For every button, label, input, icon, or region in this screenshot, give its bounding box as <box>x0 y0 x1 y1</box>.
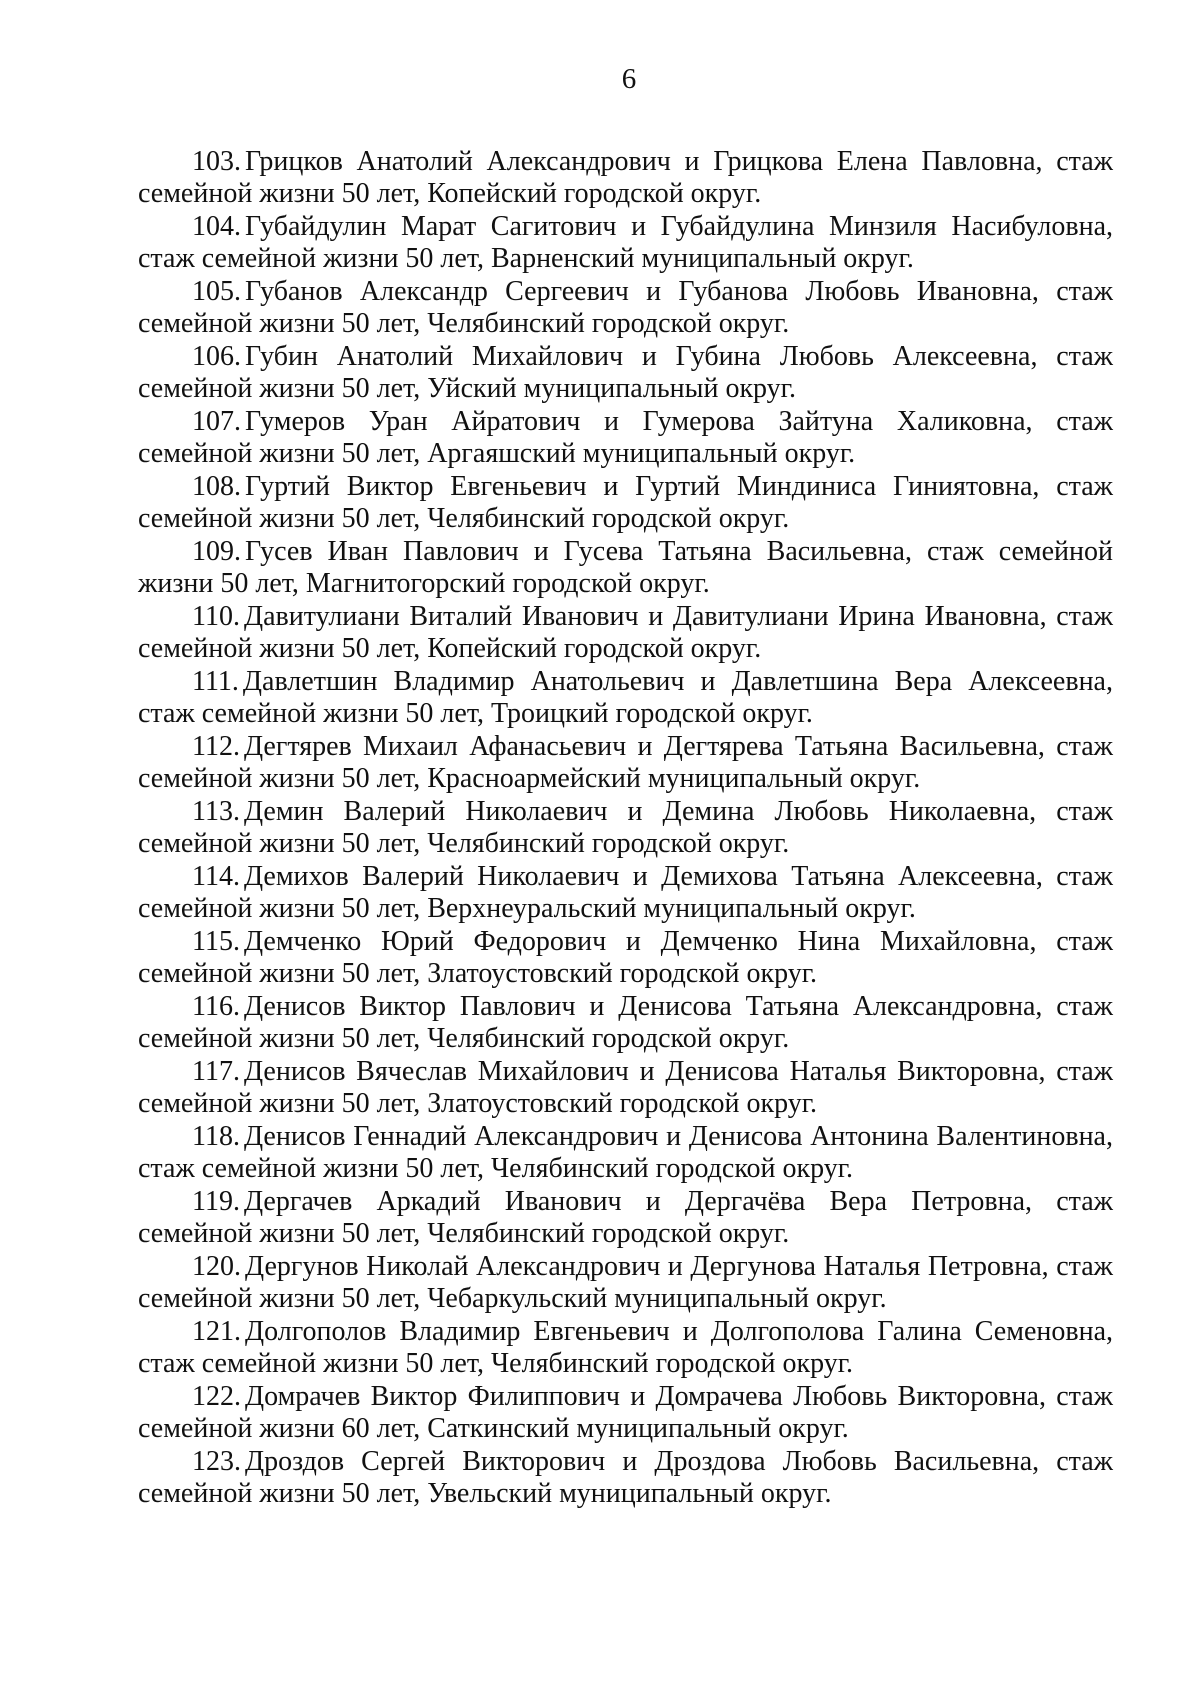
entry-number: 114. <box>192 861 240 892</box>
entry-number: 120. <box>192 1251 241 1282</box>
entry-text: Гумеров Уран Айратович и Гумерова Зайтуна Халиковна, стаж семейной жизни 50 лет, Аргаяшский муниципальный округ. <box>138 406 1113 469</box>
entry-text: Дергачев Аркадий Иванович и Дергачёва Вера Петровна, стаж семейной жизни 50 лет, Челябинский городской округ. <box>138 1186 1113 1249</box>
list-item <box>138 1381 1113 1445</box>
entry-text: Гусев Иван Павлович и Гусева Татьяна Васильевна, стаж семейной жизни 50 лет, Магнитогорский городской округ. <box>138 536 1113 599</box>
list-item <box>138 731 1113 795</box>
entry-number: 122. <box>192 1381 241 1412</box>
entry-text: Дегтярев Михаил Афанасьевич и Дегтярева Татьяна Васильевна, стаж семейной жизни 50 лет, Красноармейский муниципальный округ. <box>138 731 1113 794</box>
list-item <box>138 211 1113 275</box>
entry-text: Дроздов Сергей Викторович и Дроздова Любовь Васильевна, стаж семейной жизни 50 лет, Увельский муниципальный округ. <box>138 1446 1113 1509</box>
entry-number: 103. <box>192 146 241 177</box>
list-item <box>138 666 1113 730</box>
list-item <box>138 926 1113 990</box>
list-item <box>138 861 1113 925</box>
list-item <box>138 146 1113 210</box>
entry-text: Гуртий Виктор Евгеньевич и Гуртий Миндиниса Гиниятовна, стаж семейной жизни 50 лет, Челябинский городской округ. <box>138 471 1113 534</box>
entry-text: Губайдулин Марат Сагитович и Губайдулина Минзиля Насибуловна, стаж семейной жизни 50 лет, Варненский муниципальный округ. <box>138 211 1113 274</box>
entry-number: 110. <box>192 601 240 632</box>
entry-number: 108. <box>192 471 241 502</box>
entry-text: Денисов Вячеслав Михайлович и Денисова Наталья Викторовна, стаж семейной жизни 50 лет, Златоустовский городской округ. <box>138 1056 1113 1119</box>
entry-text: Давитулиани Виталий Иванович и Давитулиани Ирина Ивановна, стаж семейной жизни 50 лет, Копейский городской округ. <box>138 601 1113 664</box>
entry-number: 105. <box>192 276 241 307</box>
entry-text: Демихов Валерий Николаевич и Демихова Татьяна Алексеевна, стаж семейной жизни 50 лет, Верхнеуральский муниципальный округ. <box>138 861 1113 924</box>
entry-number: 123. <box>192 1446 241 1477</box>
entry-text: Губин Анатолий Михайлович и Губина Любовь Алексеевна, стаж семейной жизни 50 лет, Уйский муниципальный округ. <box>138 341 1113 404</box>
list-item <box>138 1121 1113 1185</box>
family-list <box>138 146 1113 1510</box>
entry-text: Губанов Александр Сергеевич и Губанова Любовь Ивановна, стаж семейной жизни 50 лет, Челябинский городской округ. <box>138 276 1113 339</box>
entry-text: Демченко Юрий Федорович и Демченко Нина Михайловна, стаж семейной жизни 50 лет, Златоустовский городской округ. <box>138 926 1113 989</box>
entry-number: 112. <box>192 731 240 762</box>
entry-number: 116. <box>192 991 240 1022</box>
list-item <box>138 276 1113 340</box>
list-item <box>138 536 1113 600</box>
entry-number: 104. <box>192 211 241 242</box>
entry-number: 113. <box>192 796 240 827</box>
entry-number: 118. <box>192 1121 240 1152</box>
entry-number: 117. <box>192 1056 240 1087</box>
entry-number: 109. <box>192 536 241 567</box>
entry-text: Грицков Анатолий Александрович и Грицкова Елена Павловна, стаж семейной жизни 50 лет, Копейский городской округ. <box>138 146 1113 209</box>
list-item <box>138 1251 1113 1315</box>
entry-number: 106. <box>192 341 241 372</box>
list-item <box>138 471 1113 535</box>
list-item <box>138 1446 1113 1510</box>
page-number: 6 <box>621 63 637 95</box>
entry-text: Домрачев Виктор Филиппович и Домрачева Любовь Викторовна, стаж семейной жизни 60 лет, Саткинский муниципальный округ. <box>138 1381 1113 1444</box>
entry-number: 107. <box>192 406 241 437</box>
list-item <box>138 1316 1113 1380</box>
entry-text: Долгополов Владимир Евгеньевич и Долгополова Галина Семеновна, стаж семейной жизни 50 лет, Челябинский городской округ. <box>138 1316 1113 1379</box>
entry-number: 111. <box>192 666 239 697</box>
entry-number: 119. <box>192 1186 240 1217</box>
list-item <box>138 1056 1113 1120</box>
entry-text: Демин Валерий Николаевич и Демина Любовь Николаевна, стаж семейной жизни 50 лет, Челябинский городской округ. <box>138 796 1113 859</box>
list-item <box>138 601 1113 665</box>
list-item <box>138 406 1113 470</box>
entry-number: 121. <box>192 1316 241 1347</box>
list-item <box>138 1186 1113 1250</box>
list-item <box>138 796 1113 860</box>
list-item <box>138 991 1113 1055</box>
entry-text: Давлетшин Владимир Анатольевич и Давлетшина Вера Алексеевна, стаж семейной жизни 50 лет, Троицкий городской округ. <box>138 666 1113 729</box>
list-item <box>138 341 1113 405</box>
entry-text: Дергунов Николай Александрович и Дергунова Наталья Петровна, стаж семейной жизни 50 лет, Чебаркульский муниципальный округ. <box>138 1251 1113 1314</box>
entry-number: 115. <box>192 926 240 957</box>
entry-text: Денисов Виктор Павлович и Денисова Татьяна Александровна, стаж семейной жизни 50 лет, Челябинский городской округ. <box>138 991 1113 1054</box>
entry-text: Денисов Геннадий Александрович и Денисова Антонина Валентиновна, стаж семейной жизни 50 лет, Челябинский городской округ. <box>138 1121 1113 1184</box>
